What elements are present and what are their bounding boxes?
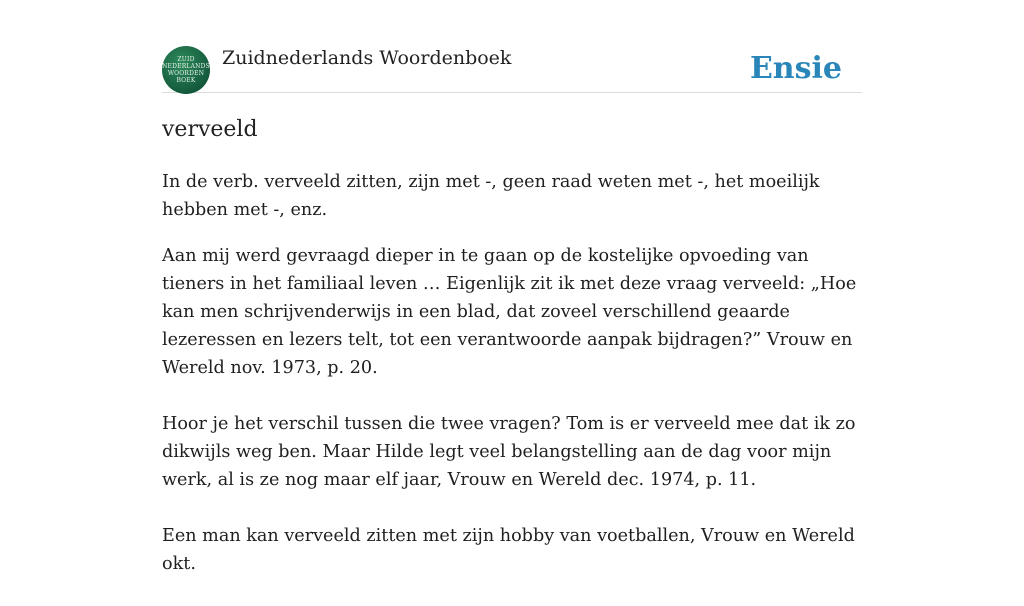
logo-line: NEDERLANDS (162, 63, 210, 70)
dictionary-logo[interactable] (162, 46, 210, 94)
entry-quote: Een man kan verveeld zitten met zijn hobby van voetballen, Vrouw en Wereld okt. (162, 526, 855, 574)
logo-line: WOORDEN (167, 70, 205, 77)
site-title-link[interactable]: Zuidnederlands Woordenboek (222, 47, 512, 69)
entry-headword: verveeld (162, 117, 258, 142)
page (162, 0, 862, 574)
entry-quote: Hoor je het verschil tussen die twee vragen? Tom is er verveeld mee dat ik zo dikwijls weg ben. Maar Hilde legt veel belangstelling aan de dag voor mijn werk, al is ze nog maar elf jaar, Vrouw en Wereld dec. 1974, p. 11. (162, 414, 856, 490)
entry-definition: In de verb. verveeld zitten, zijn met -, geen raad weten met -, het moeilijk hebben met -, enz. (162, 172, 820, 220)
site-header (162, 0, 862, 93)
entry-quote: Aan mij werd gevraagd dieper in te gaan op de kostelijke opvoeding van tieners in het familiaal leven … Eigenlijk zit ik met deze vraag verveeld: „Hoe kan men schrijvenderwijs in een blad, dat zoveel verschillend geaarde lezeressen en lezers telt, tot een verantwoorde aanpak bijdragen?” Vrouw en Wereld nov. 1973, p. 20. (162, 246, 857, 378)
logo-line: ZUID (177, 56, 195, 63)
brand-logo-link[interactable]: Ensie (749, 51, 842, 86)
logo-line: BOEK (176, 77, 196, 84)
entry-content (162, 168, 862, 606)
